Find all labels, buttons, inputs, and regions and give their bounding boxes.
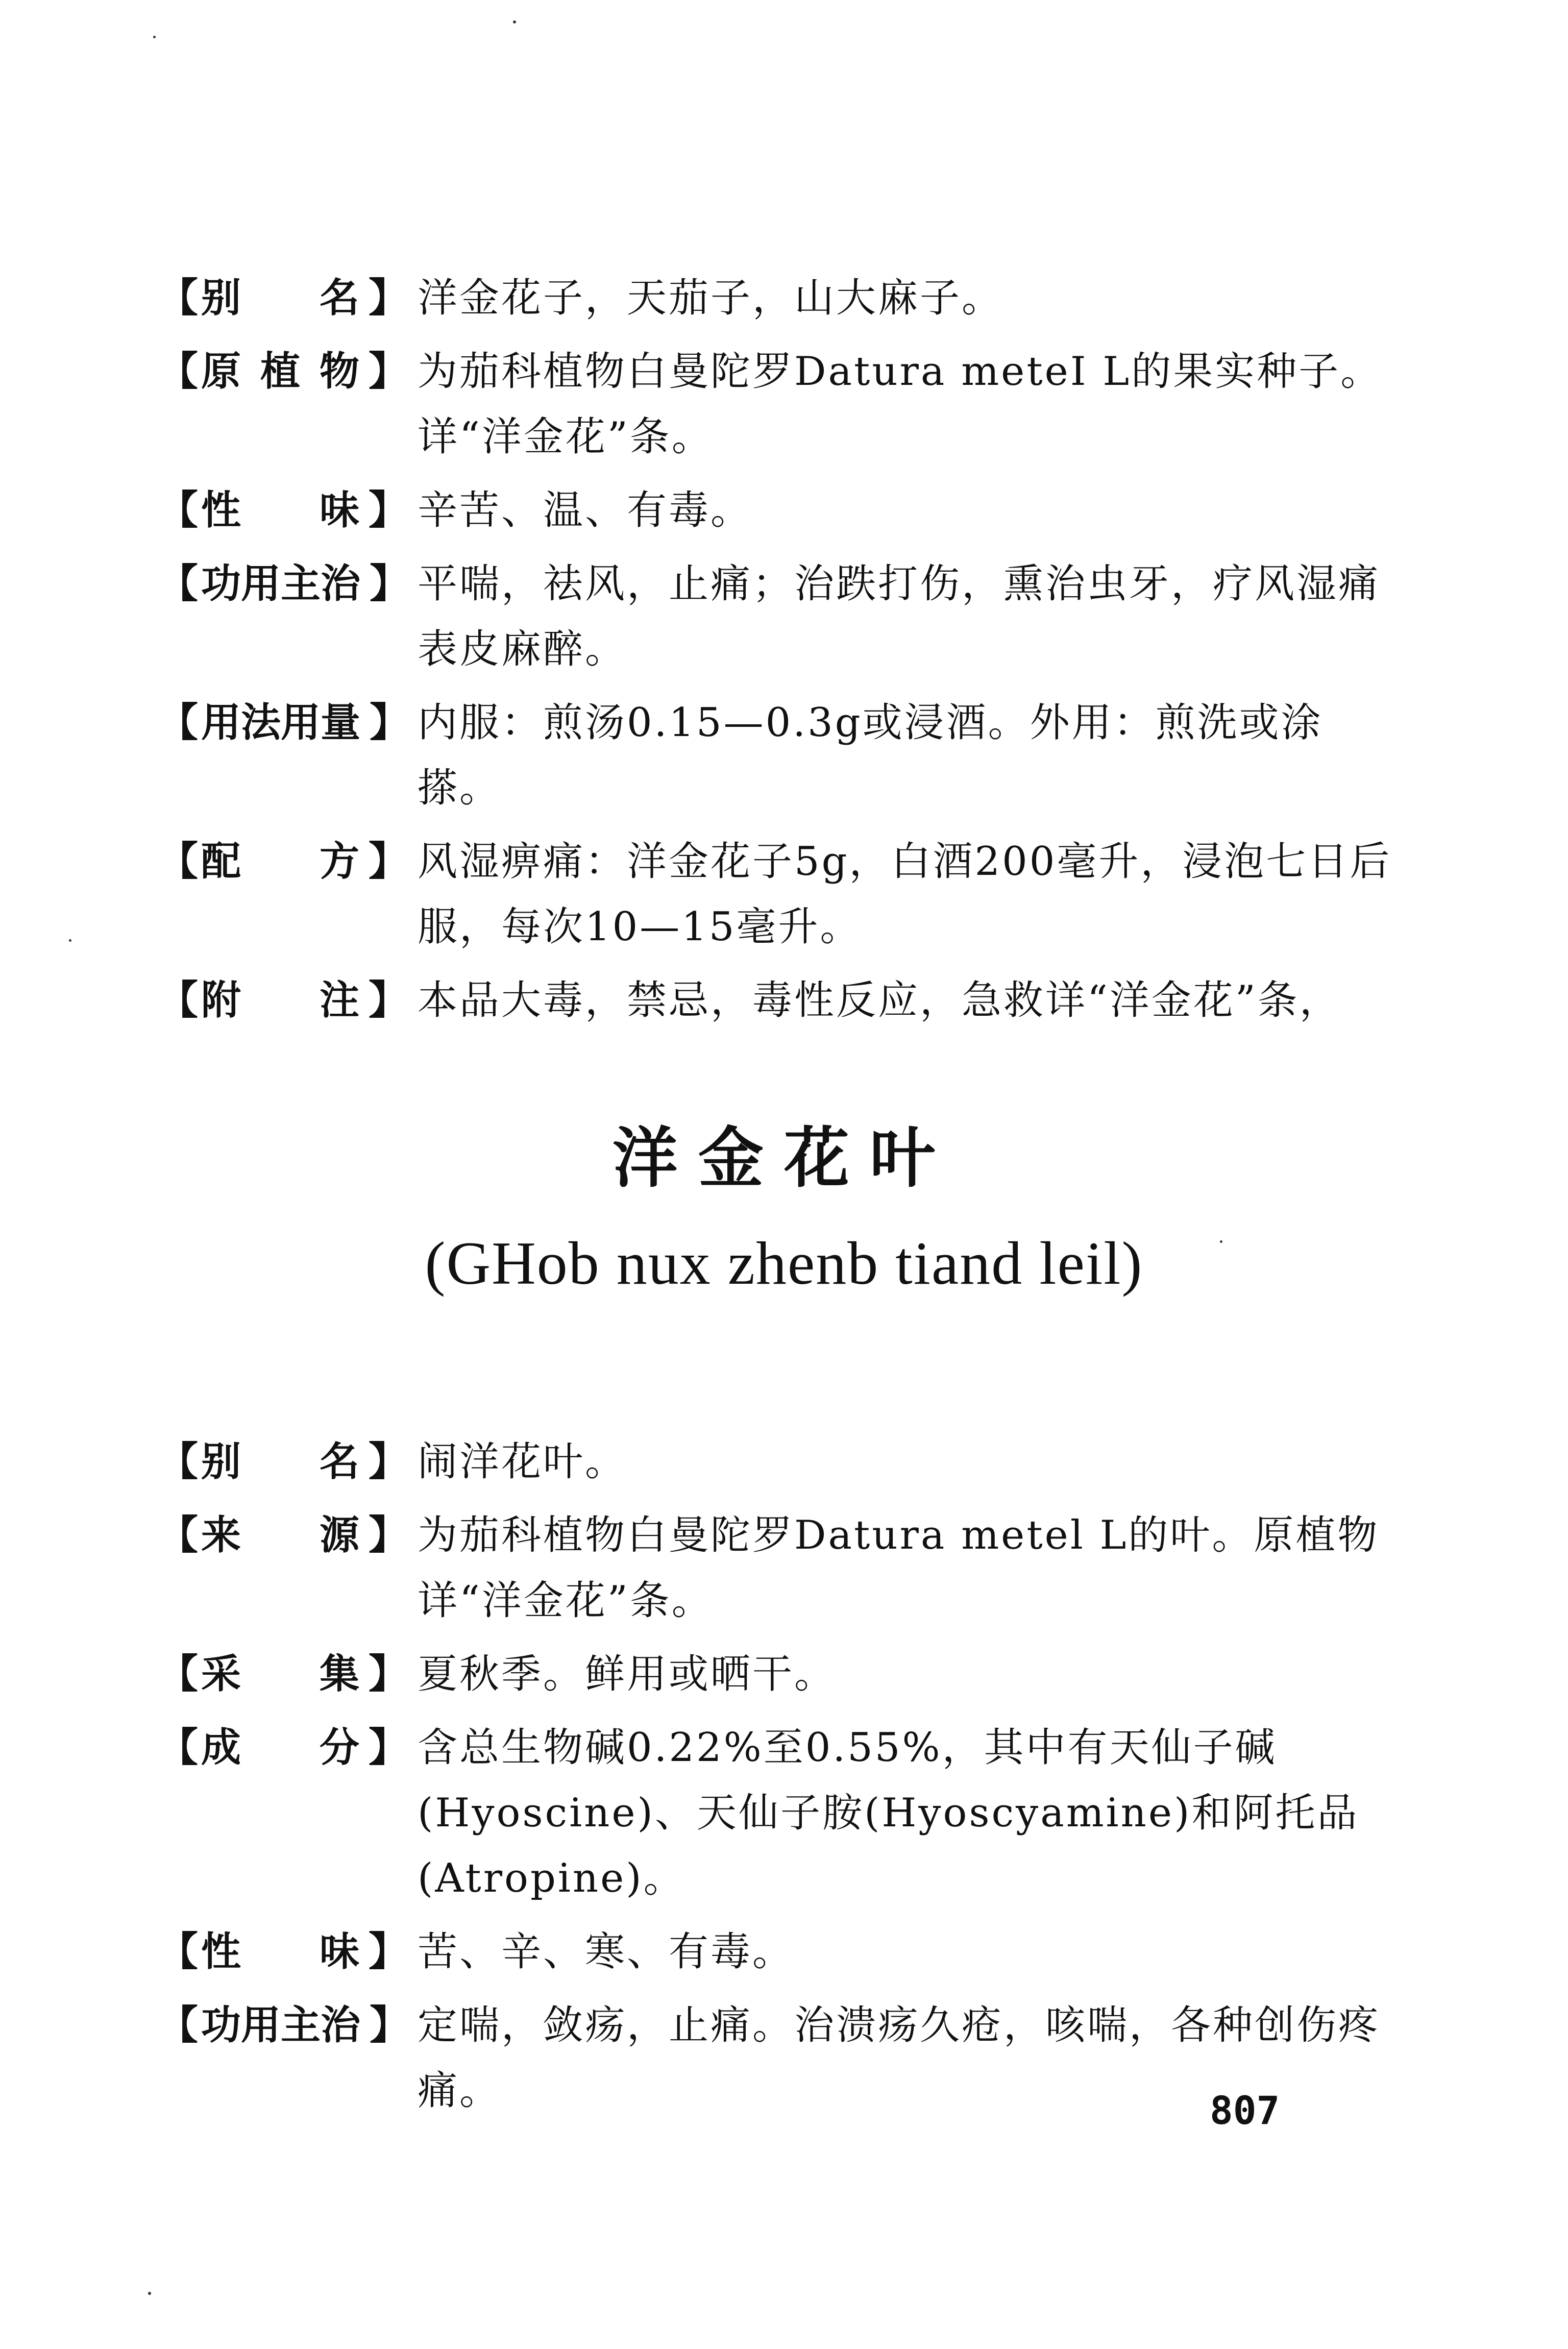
label-open-bracket: 【 [158,1512,199,1558]
label-char: 注 [319,977,359,1023]
entry-value: 平喘，祛风，止痛；治跌打伤，熏治虫牙，疗风湿痛表皮麻醉。 [418,561,1381,672]
entry-label [158,1993,408,2058]
label-close-bracket: 】 [370,2002,410,2048]
label-text [198,551,370,617]
label-text [198,690,370,755]
entry-label [158,1429,408,1495]
entry-row [158,1503,1393,1633]
label-char: 方 [319,839,359,885]
label-text [198,829,369,894]
label-close-bracket: 】 [368,487,408,533]
label-char: 源 [319,1512,359,1558]
label-char: 植 [260,349,300,395]
label-open-bracket: 【 [158,1725,199,1771]
label-char: 名 [319,275,359,321]
label-text [198,1642,369,1707]
label-open-bracket: 【 [158,1929,199,1975]
entry-label [158,1919,408,1985]
label-char: 附 [201,977,241,1023]
label-close-bracket: 】 [368,1512,408,1558]
label-char: 来 [201,1512,241,1558]
label-text [198,1715,369,1780]
label-open-bracket: 【 [158,700,199,746]
entry-value: 内服：煎汤0.15—0.3g或浸酒。外用：煎洗或涂搽。 [418,700,1323,811]
entry-label [158,690,408,755]
label-char: 法 [241,700,281,746]
label-close-bracket: 】 [368,977,408,1023]
entry-value: 苦、辛、寒、有毒。 [418,1929,795,1975]
label-close-bracket: 】 [368,349,408,395]
label-char: 味 [319,1929,359,1975]
entry-label [158,1715,408,1780]
label-open-bracket: 【 [158,2002,199,2048]
entry-value: 夏秋季。鲜用或晒干。 [418,1651,837,1697]
label-char: 原 [201,349,241,395]
entry-row [158,690,1393,821]
entry-row [158,829,1393,960]
label-open-bracket: 【 [158,487,199,533]
label-open-bracket: 【 [158,275,199,321]
label-close-bracket: 】 [368,1929,408,1975]
label-text [198,968,369,1033]
label-close-bracket: 】 [368,1725,408,1771]
entry-label [158,829,408,894]
entry-row [158,1919,1393,1985]
entry-label [158,265,408,331]
label-char: 物 [319,349,359,395]
entry-leaf [158,1429,1393,2132]
label-char: 量 [321,700,361,746]
label-char: 用 [241,561,281,607]
label-text [198,1503,369,1568]
label-char: 治 [321,561,361,607]
print-speck [1220,1240,1222,1243]
label-char: 治 [321,2002,361,2048]
label-char: 别 [201,1439,241,1485]
label-text [198,1993,370,2058]
print-speck [148,2292,151,2295]
entry-seed [158,265,1393,1041]
label-close-bracket: 】 [368,1651,408,1697]
label-char: 主 [281,561,321,607]
label-open-bracket: 【 [158,561,199,607]
label-close-bracket: 】 [370,700,410,746]
entry-row [158,551,1393,682]
label-open-bracket: 【 [158,1651,199,1697]
entry-value: 辛苦、温、有毒。 [418,487,753,533]
entry-value: 定喘，敛疡，止痛。治溃疡久疮，咳喘，各种创伤疼痛。 [418,2002,1381,2114]
section-title: 洋金花叶 [612,1120,955,1196]
entry-value: 闹洋花叶。 [418,1439,627,1485]
label-char: 用 [201,700,241,746]
entry-row [158,478,1393,543]
entry-value: 为茄科植物白曼陀罗Datura metel L的叶。原植物详“洋金花”条。 [418,1512,1380,1624]
label-char: 成 [201,1725,241,1771]
entry-value: 本品大毒，禁忌，毒性反应，急救详“洋金花”条， [418,977,1341,1023]
label-text [198,1919,369,1985]
entry-row [158,1715,1393,1911]
label-close-bracket: 】 [368,275,408,321]
print-speck [69,939,71,942]
entry-label [158,478,408,543]
label-char: 名 [319,1439,359,1485]
label-open-bracket: 【 [158,839,199,885]
entry-row [158,1642,1393,1707]
entry-row [158,968,1393,1033]
label-char: 味 [319,487,359,533]
label-text [198,478,369,543]
entry-value: 含总生物碱0.22%至0.55%，其中有天仙子碱(Hyoscine)、天仙子胺(Hyoscyamine)和阿托品(Atropine)。 [418,1725,1359,1901]
label-char: 采 [201,1651,241,1697]
label-char: 性 [201,487,241,533]
label-char: 配 [201,839,241,885]
entry-row [158,1993,1393,2123]
entry-label [158,1503,408,1568]
label-open-bracket: 【 [158,977,199,1023]
entry-label [158,1642,408,1707]
label-open-bracket: 【 [158,1439,199,1485]
label-close-bracket: 】 [368,1439,408,1485]
entry-value: 洋金花子，天茄子，山大麻子。 [418,275,1004,321]
label-char: 用 [241,2002,281,2048]
label-char: 主 [281,2002,321,2048]
entry-label [158,339,408,404]
label-char: 分 [319,1725,359,1771]
label-text [198,265,369,331]
entry-row [158,1429,1393,1495]
label-close-bracket: 】 [370,561,410,607]
label-open-bracket: 【 [158,349,199,395]
print-speck [153,36,156,38]
label-text [198,339,369,404]
print-speck [513,20,516,23]
label-char: 性 [201,1929,241,1975]
label-char: 用 [281,700,321,746]
label-char: 集 [319,1651,359,1697]
label-text [198,1429,369,1495]
label-char: 别 [201,275,241,321]
section-subtitle: (GHob nux zhenb tiand leil) [425,1229,1143,1297]
entry-row [158,339,1393,470]
label-char: 功 [201,2002,241,2048]
page-number: 807 [1210,2088,1280,2133]
label-close-bracket: 】 [368,839,408,885]
entry-label [158,551,408,617]
entry-label [158,968,408,1033]
entry-value: 风湿痹痛：洋金花子5g，白酒200毫升，浸泡七日后服，每次10—15毫升。 [418,839,1392,950]
entry-row [158,265,1393,331]
entry-value: 为茄科植物白曼陀罗Datura meteI L的果实种子。详“洋金花”条。 [418,349,1383,460]
label-char: 功 [201,561,241,607]
